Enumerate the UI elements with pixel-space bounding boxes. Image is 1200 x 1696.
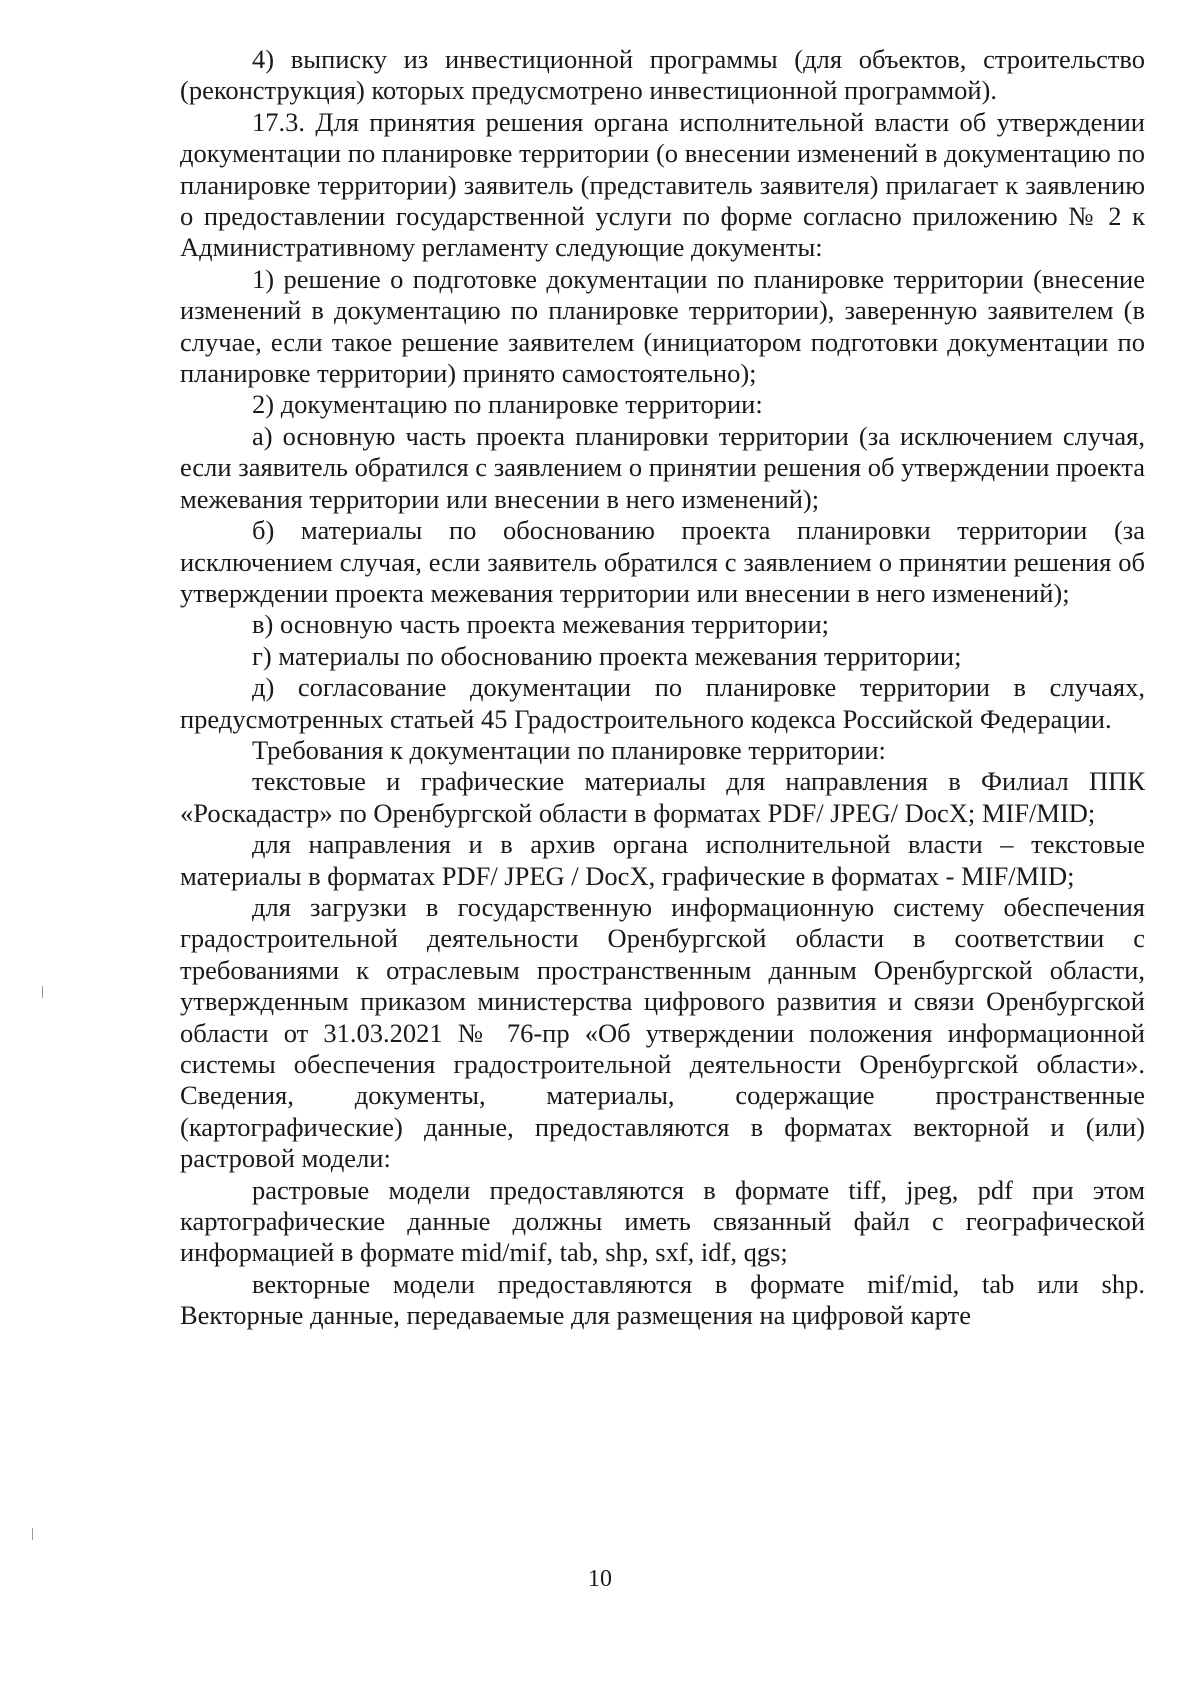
paragraph-5: а) основную часть проекта планировки территории (за исключением случая, если заявитель обратился с заявлением о принятии решения об утверждении проекта межевания территории или внесении в него изменений); bbox=[180, 420, 1145, 514]
paragraph-2: 17.3. Для принятия решения органа исполнительной власти об утверждении документации по планировке территории (о внесении изменений в документацию по планировке территории) заявитель (представитель заявителя) прилагает к заявлению о предоставлении государственной услуги по форме согласно приложению № 2 к Административному регламенту следующие документы: bbox=[180, 106, 1145, 263]
paragraph-10: Требования к документации по планировке территории: bbox=[252, 734, 886, 765]
paragraph-15: векторные модели предоставляются в формате mif/mid, tab или shp. Векторные данные, передаваемые для размещения на цифровой карте bbox=[180, 1268, 1145, 1331]
paragraph-3: 1) решение о подготовке документации по планировке территории (внесение изменений в документацию по планировке территории), заверенную заявителем (в случае, если такое решение заявителем (инициатором подготовки документации по планировке территории) принято самостоятельно); bbox=[180, 263, 1145, 389]
paragraph-4: 2) документацию по планировке территории: bbox=[252, 389, 763, 420]
scan-mark bbox=[32, 1528, 33, 1540]
paragraph-12: для направления и в архив органа исполнительной власти – текстовые материалы в форматах PDF/ JPEG / DocX, графические в форматах - MIF/MID; bbox=[180, 829, 1145, 891]
paragraph-8: г) материалы по обоснованию проекта межевания территории; bbox=[252, 640, 962, 671]
paragraph-1: 4) выписку из инвестиционной программы (для объектов, строительство (реконструкция) которых предусмотрено инвестиционной программой). bbox=[180, 44, 1145, 106]
document-body bbox=[180, 44, 1145, 1332]
paragraph-14: растровые модели предоставляются в формате tiff, jpeg, pdf при этом картографические данные должны иметь связанный файл с географической информацией в формате mid/mif, tab, shp, sxf, idf, qgs; bbox=[180, 1174, 1145, 1268]
page-number: 10 bbox=[588, 1566, 612, 1592]
paragraph-7: в) основную часть проекта межевания территории; bbox=[252, 609, 829, 640]
paragraph-9: д) согласование документации по планировке территории в случаях, предусмотренных статьей 45 Градостроительного кодекса Российской Федерации. bbox=[180, 672, 1145, 734]
paragraph-13: для загрузки в государственную информационную систему обеспечения градостроительной деятельности Оренбургской области в соответствии с требованиями к отраслевым пространственным данным Оренбургской области, утвержденным приказом министерства цифрового развития и связи Оренбургской области от 31.03.2021 № 76-пр «Об утверждении положения информационной системы обеспечения градостроительной деятельности Оренбургской области». Сведения, документы, материалы, содержащие пространственные (картографические) данные, предоставляются в форматах векторной и (или) растровой модели: bbox=[180, 891, 1145, 1174]
paragraph-6: б) материалы по обоснованию проекта планировки территории (за исключением случая, если заявитель обратился с заявлением о принятии решения об утверждении проекта межевания территории или внесении в него изменений); bbox=[180, 515, 1145, 608]
paragraph-11: текстовые и графические материалы для направления в Филиал ППК «Роскадастр» по Оренбургской области в форматах PDF/ JPEG/ DocX; MIF/MID; bbox=[180, 766, 1145, 828]
scan-mark bbox=[42, 986, 43, 998]
